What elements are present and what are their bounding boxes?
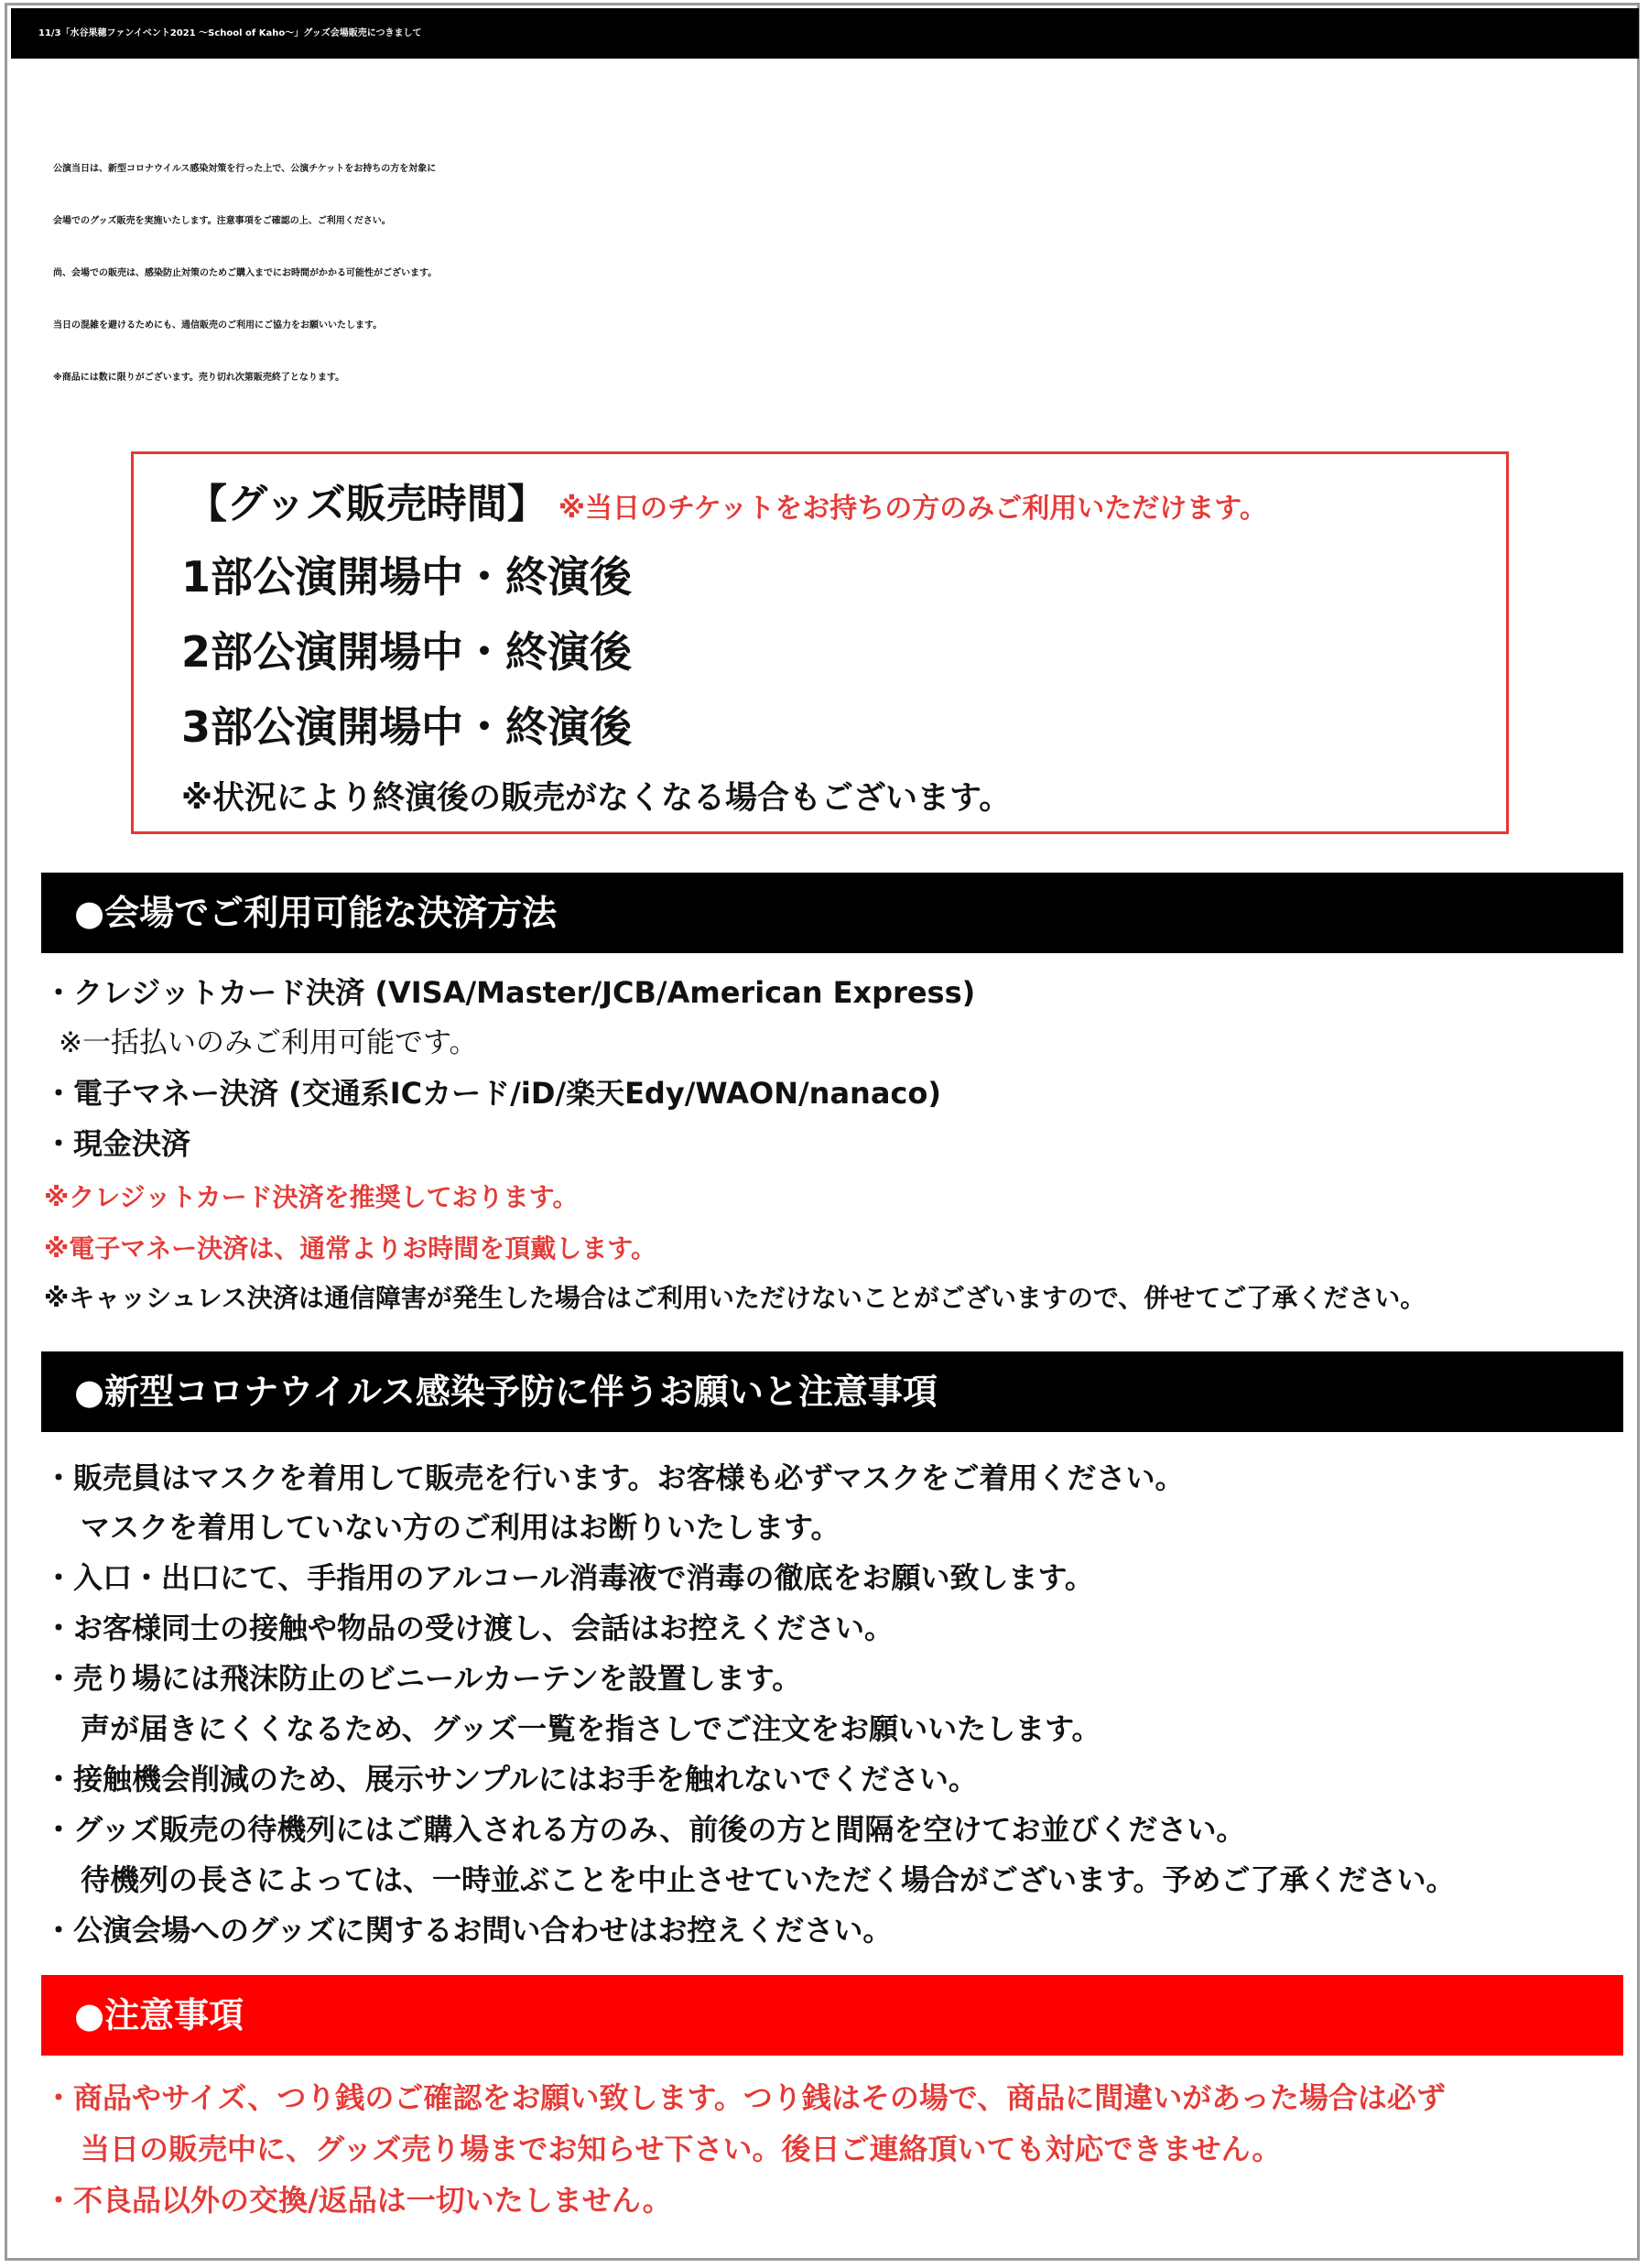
covid-item-continued: 待機列の長さによっては、一時並ぶことを中止させていただく場合がございます。予めご了承ください。 — [81, 1862, 1456, 1897]
covid-item: ・接触機会削減のため、展示サンプルにはお手を触れないでください。 — [44, 1762, 978, 1796]
sales-hours-note: ※当日のチケットをお持ちの方のみご利用いただけます。 — [558, 493, 1267, 525]
covid-item-continued: 声が届きにくくなるため、グッズ一覧を指さしでご注文をお願いいたします。 — [81, 1711, 1101, 1746]
payment-heading: ●会場でご利用可能な決済方法 — [41, 873, 1623, 953]
payment-note-red: ※電子マネー決済は、通常よりお時間を頂戴します。 — [44, 1233, 656, 1264]
sales-hours-row: 1部公演開場中・終演後 — [181, 552, 633, 602]
intro-text — [53, 143, 1628, 404]
covid-item: ・販売員はマスクを着用して販売を行います。お客様も必ずマスクをご着用ください。 — [44, 1460, 1185, 1495]
caution-heading: ●注意事項 — [41, 1975, 1623, 2056]
covid-item: ・グッズ販売の待機列にはご購入される方のみ、前後の方と間隔を空けてお並びください。 — [44, 1812, 1246, 1847]
sales-hours-box — [131, 451, 1509, 834]
covid-item: ・入口・出口にて、手指用のアルコール消毒液で消毒の徹底をお願い致します。 — [44, 1560, 1094, 1595]
payment-note: ※一括払いのみご利用可能です。 — [59, 1026, 478, 1059]
intro-line: 会場でのグッズ販売を実施いたします。注意事項をご確認の上、ご利用ください。 — [53, 216, 391, 226]
payment-item: ・クレジットカード決済 (VISA/Master/JCB/American Express) — [44, 975, 976, 1010]
covid-heading: ●新型コロナウイルス感染予防に伴うお願いと注意事項 — [41, 1351, 1623, 1432]
payment-note-red: ※クレジットカード決済を推奨しております。 — [44, 1182, 579, 1212]
intro-line: 公演当日は、新型コロナウイルス感染対策を行った上で、公演チケットをお持ちの方を対象に — [53, 164, 437, 174]
page-title: 11/3「水谷果穂ファンイベント2021 〜School of Kaho〜」グッズ会場販売につきまして — [11, 8, 1639, 59]
payment-item: ・現金決済 — [44, 1126, 191, 1161]
intro-line: 当日の混雑を避けるためにも、通信販売のご利用にご協力をお願いいたします。 — [53, 320, 383, 331]
caution-item: ・不良品以外の交換/返品は一切いたしません。 — [44, 2183, 672, 2218]
covid-item-continued: マスクを着用していない方のご利用はお断りいたします。 — [81, 1510, 840, 1545]
payment-item: ・電子マネー決済 (交通系ICカード/iD/楽天Edy/WAON/nanaco) — [44, 1076, 942, 1111]
caution-item: ・商品やサイズ、つり銭のご確認をお願い致します。つり銭はその場で、商品に間違いがあった場合は必ず — [44, 2080, 1446, 2115]
caution-item-continued: 当日の販売中に、グッズ売り場までお知らせ下さい。後日ご連絡頂いても対応できません。 — [81, 2132, 1282, 2166]
intro-line: ※商品には数に限りがございます。売り切れ次第販売終了となります。 — [53, 373, 345, 383]
sales-hours-footnote: ※状況により終演後の販売がなくなる場合もございます。 — [181, 780, 1012, 817]
covid-item: ・お客様同士の接触や物品の受け渡し、会話はお控えください。 — [44, 1611, 894, 1645]
sales-hours-row: 2部公演開場中・終演後 — [181, 627, 633, 677]
sales-hours-title: 【グッズ販売時間】 — [187, 481, 548, 527]
payment-note: ※キャッシュレス決済は通信障害が発生した場合はご利用いただけないことがございますので、併せてご了承ください。 — [44, 1283, 1426, 1313]
covid-item: ・売り場には飛沫防止のビニールカーテンを設置します。 — [44, 1661, 802, 1696]
intro-line: 尚、会場での販売は、感染防止対策のためご購入までにお時間がかかる可能性がございます。 — [53, 268, 438, 278]
notice-frame — [5, 3, 1640, 2261]
sales-hours-row: 3部公演開場中・終演後 — [181, 702, 633, 752]
sales-hours-header — [187, 471, 1267, 529]
covid-item: ・公演会場へのグッズに関するお問い合わせはお控えください。 — [44, 1913, 893, 1948]
